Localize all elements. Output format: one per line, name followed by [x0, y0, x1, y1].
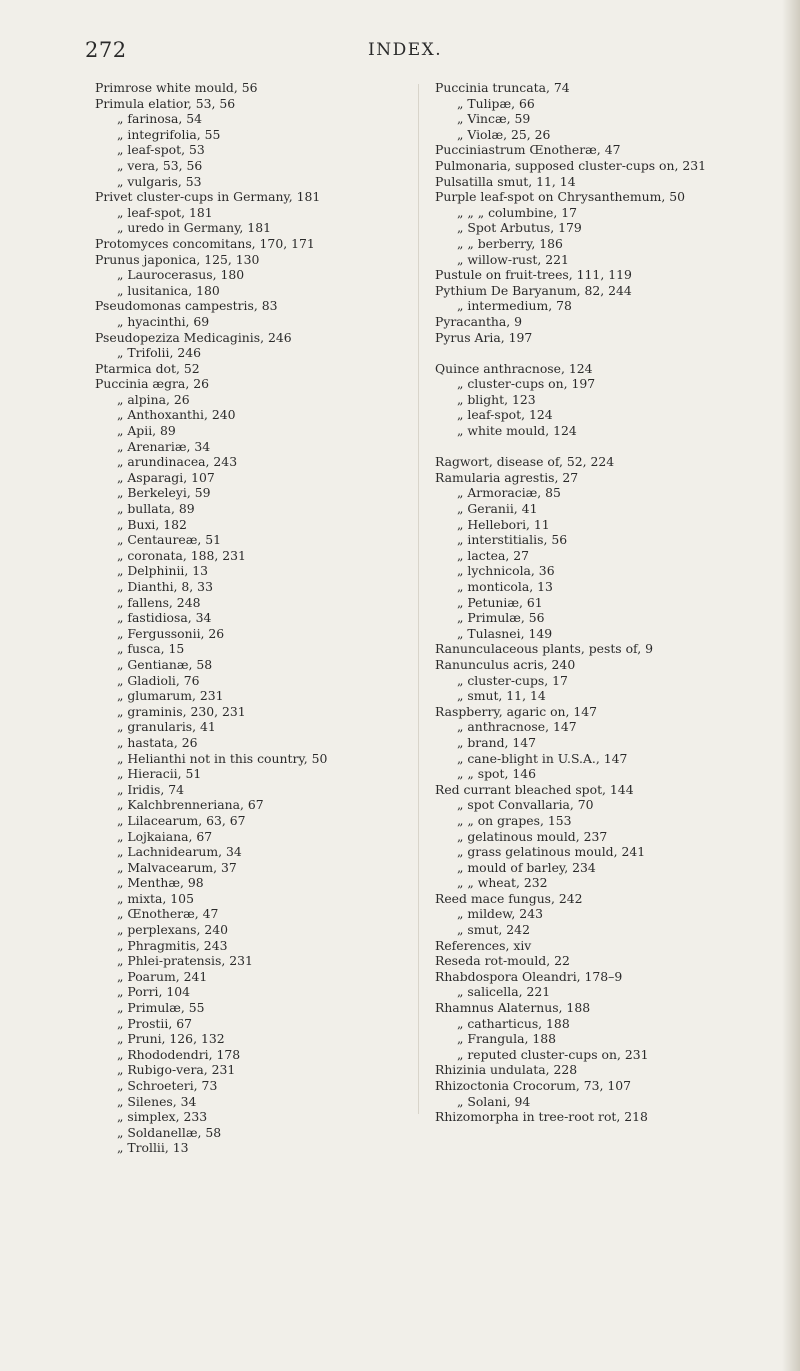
index-entry: Pucciniastrum Œnotheræ, 47 [435, 142, 621, 158]
index-subentry: „ Trifolii, 246 [117, 345, 201, 361]
index-entry: Pustule on fruit-trees, 111, 119 [435, 267, 632, 283]
index-entry: Primula elatior, 53, 56 [95, 95, 236, 111]
index-subentry: „ Tulipæ, 66 [457, 95, 535, 111]
index-subentry: „ Poarum, 241 [117, 968, 208, 984]
page-header [85, 38, 715, 74]
index-subentry: „ fastidiosa, 34 [117, 610, 212, 626]
index-subentry: „ Vincæ, 59 [457, 111, 531, 127]
index-entry: Protomyces concomitans, 170, 171 [95, 235, 315, 251]
index-column-left [95, 80, 395, 1156]
index-subentry: „ willow-rust, 221 [457, 251, 569, 267]
index-entry: Pseudopeziza Medicaginis, 246 [95, 329, 292, 345]
index-subentry: „ blight, 123 [457, 391, 536, 407]
index-subentry: „ Spot Arbutus, 179 [457, 220, 582, 236]
index-subentry: „ hyacinthi, 69 [117, 313, 210, 329]
index-subentry: „ arundinacea, 243 [117, 454, 238, 470]
index-subentry: „ „ wheat, 232 [457, 875, 548, 891]
index-subentry: „ Trollii, 13 [117, 1140, 189, 1156]
index-subentry: „ Centaureæ, 51 [117, 532, 222, 548]
index-subentry: „ Laurocerasus, 180 [117, 267, 245, 283]
index-subentry: „ Apii, 89 [117, 423, 176, 439]
index-subentry: „ granularis, 41 [117, 719, 216, 735]
index-subentry: „ Violæ, 25, 26 [457, 126, 551, 142]
index-subentry: „ lusitanica, 180 [117, 282, 220, 298]
index-subentry: „ leaf-spot, 181 [117, 204, 213, 220]
index-subentry: „ Phlei-pratensis, 231 [117, 953, 253, 969]
index-entry: Ptarmica dot, 52 [95, 360, 200, 376]
index-entry: Privet cluster-cups in Germany, 181 [95, 189, 321, 205]
index-entry: Puccinia ægra, 26 [95, 376, 209, 392]
index-subentry: „ alpina, 26 [117, 391, 190, 407]
index-entry: Ramularia agrestis, 27 [435, 469, 579, 485]
index-subentry: „ graminis, 230, 231 [117, 703, 246, 719]
index-subentry: „ „ spot, 146 [457, 766, 536, 782]
index-subentry: „ Hellebori, 11 [457, 516, 550, 532]
index-subentry: „ mixta, 105 [117, 890, 194, 906]
index-subentry: „ Primulæ, 56 [457, 610, 545, 626]
index-subentry: „ cluster-cups, 17 [457, 672, 568, 688]
index-column-right [435, 80, 765, 1125]
index-subentry: „ Malvacearum, 37 [117, 859, 237, 875]
index-subentry: „ Petuniæ, 61 [457, 594, 543, 610]
index-subentry: „ Dianthi, 8, 33 [117, 579, 213, 594]
index-subentry: „ Frangula, 188 [457, 1031, 557, 1047]
index-subentry: „ leaf-spot, 53 [117, 142, 205, 158]
index-subentry: „ Lojkaiana, 67 [117, 828, 213, 844]
index-subentry: „ farinosa, 54 [117, 111, 203, 127]
index-subentry: „ lactea, 27 [457, 547, 529, 563]
index-subentry: „ Rubigo-vera, 231 [117, 1062, 236, 1078]
index-subentry: „ anthracnose, 147 [457, 719, 577, 735]
index-subentry: „ „ on grapes, 153 [457, 812, 572, 828]
index-subentry: „ Helianthi not in this country, 50 [117, 750, 328, 766]
index-entry: Rhamnus Alaternus, 188 [435, 1000, 591, 1016]
index-subentry: „ fusca, 15 [117, 641, 185, 657]
index-subentry: „ Prostii, 67 [117, 1015, 192, 1031]
index-entry: Reseda rot-mould, 22 [435, 953, 570, 969]
index-subentry: „ white mould, 124 [457, 423, 577, 439]
index-entry: Quince anthracnose, 124 [435, 360, 593, 376]
index-entry: References, xiv [435, 937, 532, 953]
index-subentry: „ mould of barley, 234 [457, 859, 596, 875]
index-subentry: „ Arenariæ, 34 [117, 438, 211, 454]
index-entry: Raspberry, agaric on, 147 [435, 703, 598, 719]
index-entry: Reed mace fungus, 242 [435, 890, 583, 906]
index-subentry: „ Schroeteri, 73 [117, 1078, 218, 1093]
index-subentry: „ Silenes, 34 [117, 1093, 197, 1109]
index-subentry: „ smut, 242 [457, 922, 530, 938]
index-subentry: „ „ „ columbine, 17 [457, 204, 578, 220]
index-subentry: „ cane-blight in U.S.A., 147 [457, 750, 628, 766]
index-subentry: „ „ berberry, 186 [457, 235, 563, 251]
index-subentry: „ Delphinii, 13 [117, 563, 209, 579]
index-subentry: „ Lilacearum, 63, 67 [117, 812, 246, 828]
running-title: INDEX. [368, 40, 443, 60]
index-entry: Rhizinia undulata, 228 [435, 1062, 578, 1078]
index-subentry: „ Gentianæ, 58 [117, 656, 213, 672]
index-subentry: „ Lachnidearum, 34 [117, 844, 242, 860]
page-edge-shadow [782, 0, 800, 1371]
index-subentry: „ interstitialis, 56 [457, 532, 568, 548]
index-entry: Puccinia truncata, 74 [435, 80, 570, 95]
index-subentry: „ Tulasnei, 149 [457, 625, 553, 641]
index-subentry: „ Soldanellæ, 58 [117, 1124, 222, 1140]
index-entry: Rhizomorpha in tree-root rot, 218 [435, 1109, 648, 1125]
index-subentry: „ integrifolia, 55 [117, 126, 221, 142]
page-number: 272 [85, 38, 127, 62]
index-subentry: „ Asparagi, 107 [117, 469, 215, 485]
index-entry: Purple leaf-spot on Chrysanthemum, 50 [435, 189, 685, 205]
index-entry: Pyracantha, 9 [435, 313, 523, 329]
index-subentry: „ brand, 147 [457, 734, 537, 750]
index-subentry: „ vera, 53, 56 [117, 157, 203, 173]
index-subentry: „ Primulæ, 55 [117, 1000, 205, 1016]
index-subentry: „ mildew, 243 [457, 906, 543, 922]
index-subentry: „ Pruni, 126, 132 [117, 1031, 225, 1047]
index-subentry: „ bullata, 89 [117, 501, 195, 517]
index-subentry: „ vulgaris, 53 [117, 173, 202, 189]
index-subentry: „ Solani, 94 [457, 1093, 531, 1109]
index-subentry: „ glumarum, 231 [117, 688, 224, 704]
column-divider [418, 84, 419, 1114]
index-entry: Primrose white mould, 56 [95, 80, 258, 95]
index-subentry: „ smut, 11, 14 [457, 688, 546, 704]
index-subentry: „ Buxi, 182 [117, 516, 187, 532]
index-subentry: „ Iridis, 74 [117, 781, 185, 797]
index-entry: Ranunculus acris, 240 [435, 656, 576, 672]
index-subentry: „ Phragmitis, 243 [117, 937, 228, 953]
index-subentry: „ catharticus, 188 [457, 1015, 570, 1031]
index-entry: Ranunculaceous plants, pests of, 9 [435, 641, 653, 657]
index-subentry: „ Fergussonii, 26 [117, 625, 225, 641]
index-subentry: „ Menthæ, 98 [117, 875, 204, 891]
index-subentry: „ leaf-spot, 124 [457, 407, 553, 423]
index-entry: Pythium De Baryanum, 82, 244 [435, 282, 632, 298]
index-subentry: „ grass gelatinous mould, 241 [457, 844, 646, 860]
index-subentry: „ spot Convallaria, 70 [457, 797, 594, 813]
index-subentry: „ Kalchbrenneriana, 67 [117, 797, 264, 813]
index-subentry: „ Anthoxanthi, 240 [117, 407, 236, 423]
index-subentry: „ Gladioli, 76 [117, 672, 200, 688]
index-subentry: „ Rhododendri, 178 [117, 1046, 241, 1062]
index-gap [435, 345, 765, 361]
index-subentry: „ coronata, 188, 231 [117, 547, 246, 563]
index-subentry: „ simplex, 233 [117, 1109, 208, 1125]
index-subentry: „ Geranii, 41 [457, 501, 538, 517]
index-entry: Rhabdospora Oleandri, 178–9 [435, 968, 623, 984]
index-subentry: „ Œnotheræ, 47 [117, 906, 219, 922]
index-entry: Pyrus Aria, 197 [435, 329, 533, 345]
index-entry: Rhizoctonia Crocorum, 73, 107 [435, 1078, 631, 1093]
index-subentry: „ lychnicola, 36 [457, 563, 555, 579]
index-entry: Pulmonaria, supposed cluster-cups on, 231 [435, 157, 707, 173]
index-subentry: „ salicella, 221 [457, 984, 551, 1000]
index-subentry: „ cluster-cups on, 197 [457, 376, 596, 392]
index-subentry: „ perplexans, 240 [117, 922, 229, 938]
index-subentry: „ gelatinous mould, 237 [457, 828, 608, 844]
index-subentry: „ Porri, 104 [117, 984, 190, 1000]
index-subentry: „ hastata, 26 [117, 734, 198, 750]
index-gap [435, 439, 765, 455]
index-subentry: „ Berkeleyi, 59 [117, 485, 211, 501]
index-entry: Red currant bleached spot, 144 [435, 781, 634, 797]
index-subentry: „ intermedium, 78 [457, 298, 572, 314]
index-subentry: „ Armoraciæ, 85 [457, 485, 561, 501]
index-entry: Pulsatilla smut, 11, 14 [435, 173, 576, 189]
index-entry: Ragwort, disease of, 52, 224 [435, 454, 615, 470]
index-subentry: „ Hieracii, 51 [117, 766, 202, 782]
index-subentry: „ fallens, 248 [117, 594, 201, 610]
index-subentry: „ reputed cluster-cups on, 231 [457, 1046, 649, 1062]
index-subentry: „ uredo in Germany, 181 [117, 220, 271, 236]
index-entry: Pseudomonas campestris, 83 [95, 298, 278, 314]
index-subentry: „ monticola, 13 [457, 579, 553, 594]
index-entry: Prunus japonica, 125, 130 [95, 251, 260, 267]
